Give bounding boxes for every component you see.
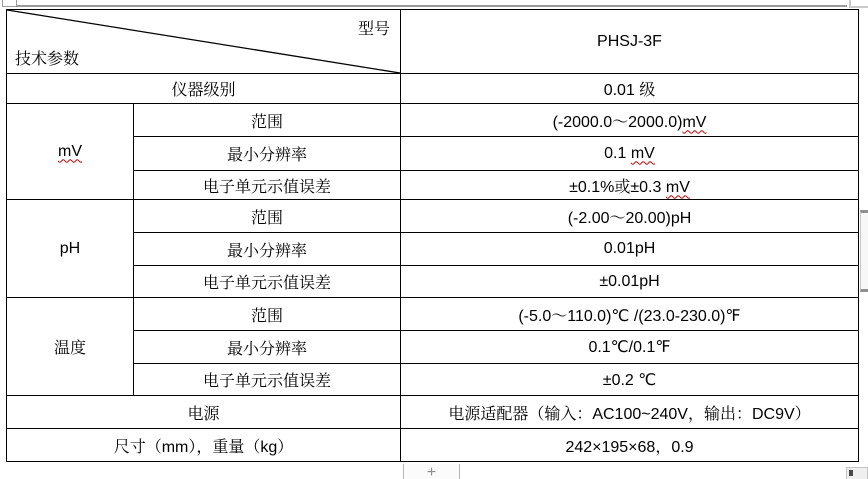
vertical-scrollbar-thumb[interactable] <box>860 210 868 292</box>
mv-range-label-cell[interactable]: 范围 <box>134 104 401 137</box>
mv-resolution-label-cell[interactable]: 最小分辨率 <box>134 137 401 171</box>
dimensions-label-cell[interactable]: 尺寸（mm），重量（kg） <box>7 429 401 462</box>
power-value-cell[interactable]: 电源适配器（输入：AC100~240V，输出：DC9V） <box>401 396 859 429</box>
model-header-label: 型号 <box>357 21 390 38</box>
spec-table <box>6 9 859 462</box>
temp-resolution-label-cell[interactable]: 最小分辨率 <box>134 331 401 364</box>
mv-resolution-value-cell[interactable]: 0.1 mV <box>401 137 859 171</box>
ph-range-label-cell[interactable]: 范围 <box>134 200 401 233</box>
mv-error-label-cell[interactable]: 电子单元示值误差 <box>134 171 401 200</box>
group-temp-cell[interactable] <box>7 298 134 396</box>
insert-control-button[interactable] <box>403 464 460 479</box>
tech-params-header-label: 技术参数 <box>15 51 80 68</box>
group-ph-label: pH <box>59 239 81 257</box>
temp-error-value-cell[interactable]: ±0.2 ℃ <box>401 364 859 396</box>
temp-error-label-cell[interactable]: 电子单元示值误差 <box>134 364 401 396</box>
temp-range-value-cell[interactable]: (-5.0～110.0)℃ /(23.0-230.0)℉ <box>401 298 859 331</box>
grade-label-cell[interactable]: 仪器级别 <box>7 74 401 104</box>
group-mv-label: mV <box>58 142 82 160</box>
scrollbar-corner-button[interactable] <box>846 467 868 479</box>
ph-range-value-cell[interactable]: (-2.00～20.00)pH <box>401 200 859 233</box>
ruler-edge <box>2 5 847 7</box>
ph-error-label-cell[interactable]: 电子单元示值误差 <box>134 266 401 298</box>
plus-icon: + <box>426 464 437 479</box>
model-value-cell[interactable]: PHSJ-3F <box>401 10 859 74</box>
temp-range-label-cell[interactable]: 范围 <box>134 298 401 331</box>
ph-resolution-label-cell[interactable]: 最小分辨率 <box>134 233 401 266</box>
corner-header-cell[interactable] <box>7 10 401 74</box>
mv-range-value-cell[interactable]: (-2000.0～2000.0)mV <box>401 104 859 137</box>
mv-error-value-cell[interactable]: ±0.1%或±0.3 mV <box>401 171 859 200</box>
group-temp-label: 温度 <box>53 340 86 357</box>
dimensions-value-cell[interactable]: 242×195×68，0.9 <box>401 429 859 462</box>
temp-resolution-value-cell[interactable]: 0.1℃/0.1℉ <box>401 331 859 364</box>
group-ph-cell[interactable] <box>7 200 134 298</box>
group-mv-cell[interactable] <box>7 104 134 200</box>
table-move-handle-icon[interactable] <box>2 0 17 7</box>
power-label-cell[interactable]: 电源 <box>7 396 401 429</box>
scrollbar-corner-glyph-icon <box>849 470 853 476</box>
grade-value-cell[interactable]: 0.01 级 <box>401 74 859 104</box>
ph-resolution-value-cell[interactable]: 0.01pH <box>401 233 859 266</box>
scrollbar-top-corner-edge <box>849 6 868 8</box>
ph-error-value-cell[interactable]: ±0.01pH <box>401 266 859 298</box>
